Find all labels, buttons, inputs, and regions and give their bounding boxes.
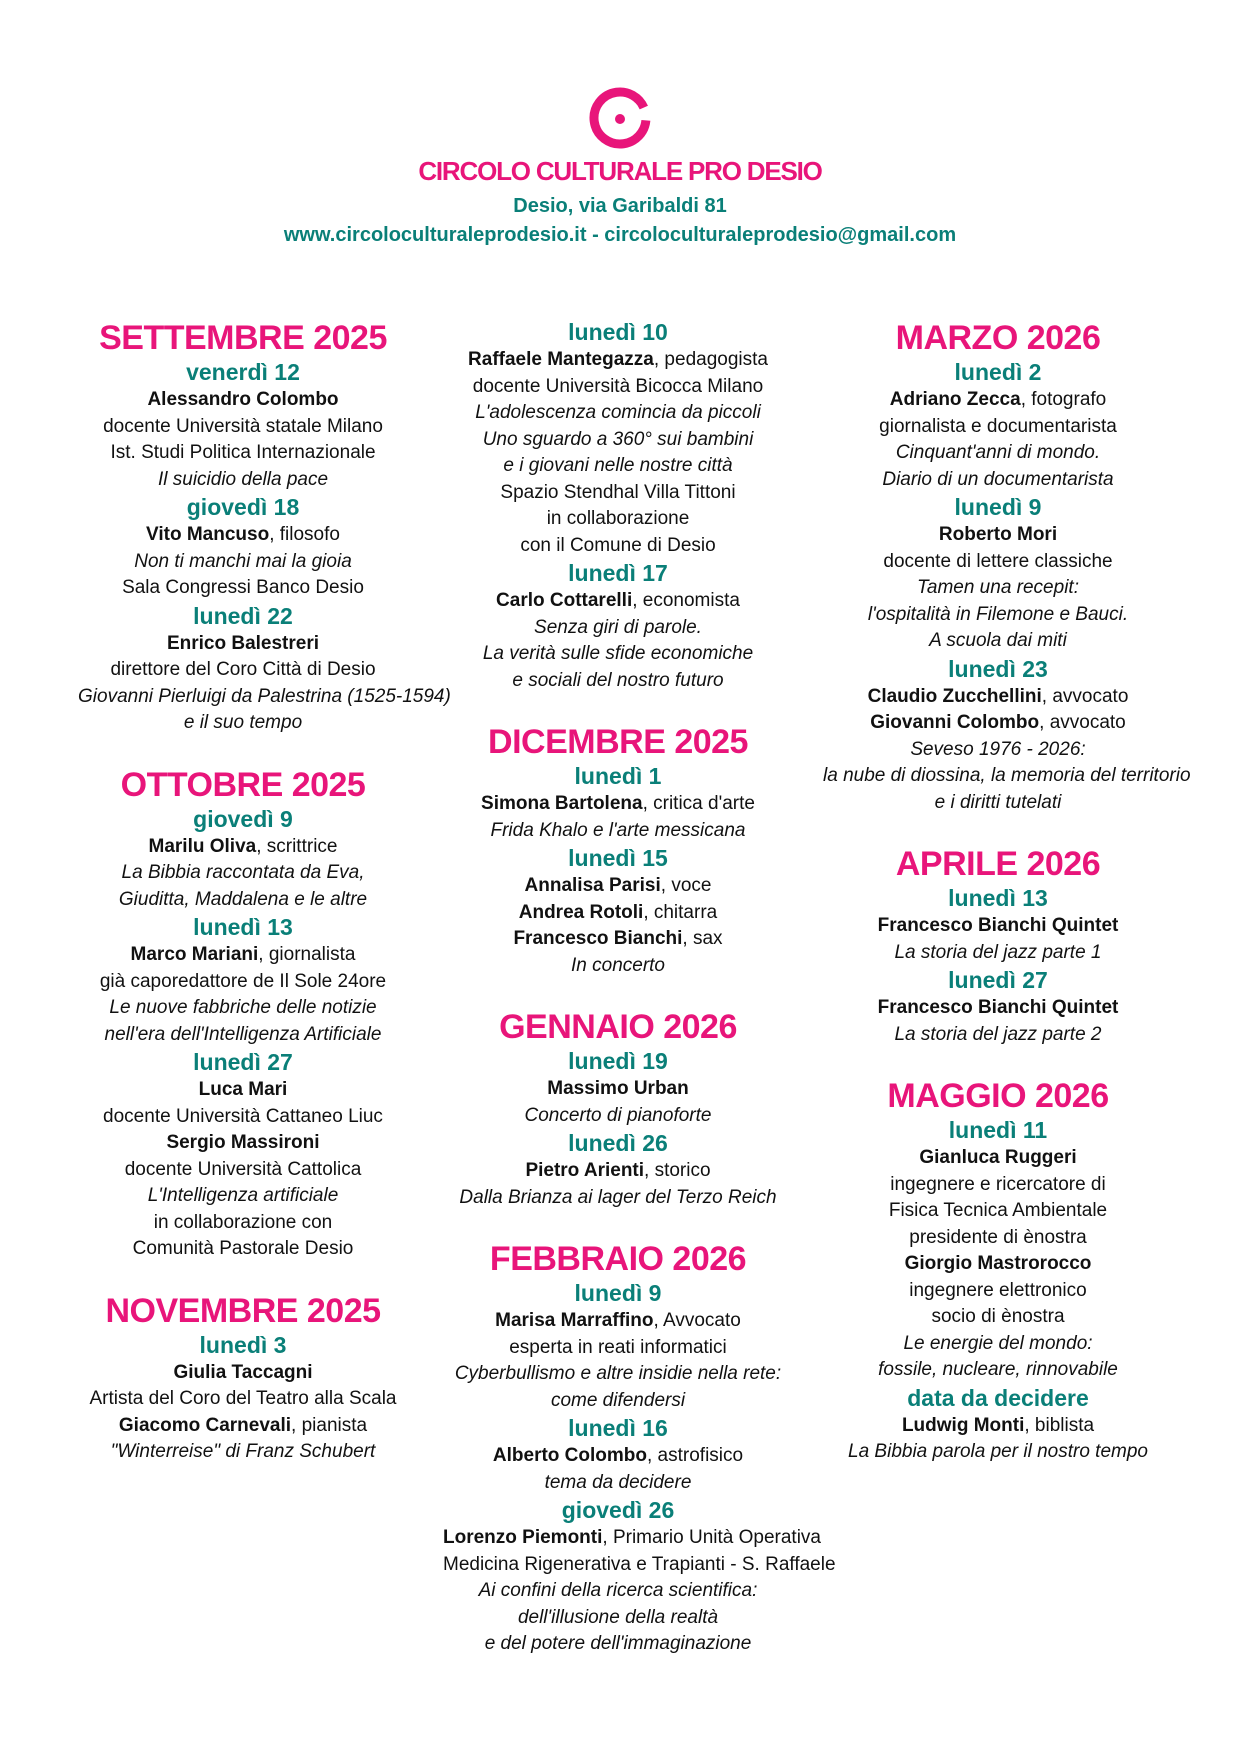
event-detail	[78, 657, 408, 684]
speaker-info: l'ospitalità in Filemone e Bauci.	[867, 603, 1129, 625]
event-title	[823, 940, 1173, 967]
event-detail	[78, 387, 408, 414]
event-detail	[78, 1413, 408, 1440]
event-entry	[823, 1384, 1173, 1466]
month-heading: OTTOBRE 2025	[120, 765, 366, 804]
event-entry	[823, 884, 1173, 966]
speaker-info: docente Università Cattaneo Liuc	[103, 1105, 383, 1127]
speaker-info: Senza giri di parole.	[534, 616, 702, 638]
event-detail	[443, 347, 793, 374]
speaker-name: Marco Mariani	[130, 944, 259, 965]
event-detail	[78, 1130, 408, 1157]
event-title	[823, 1331, 1173, 1358]
event-date: giovedì 9	[193, 805, 293, 832]
event-date: lunedì 1	[574, 763, 662, 789]
speaker-info: fossile, nucleare, rinnovabile	[878, 1359, 1118, 1380]
speaker-info: Cinquant'anni di mondo.	[895, 442, 1101, 463]
event-title	[78, 995, 408, 1022]
speaker-info: Sala Congressi Banco Desio	[122, 577, 364, 598]
event-entry	[823, 358, 1173, 493]
event-date: lunedì 2	[954, 359, 1042, 385]
event-entry	[443, 1279, 793, 1414]
event-title	[823, 737, 1173, 764]
event-title	[78, 1183, 408, 1210]
speaker-info: , economista	[632, 590, 740, 611]
speaker-info: La Bibbia raccontata da Eva,	[121, 862, 365, 883]
speaker-info: Il suicidio della pace	[157, 468, 329, 490]
event-detail	[823, 1278, 1173, 1305]
event-entry	[443, 844, 793, 979]
event-detail	[443, 900, 793, 927]
speaker-name: Andrea Rotoli	[518, 901, 644, 923]
event-title	[78, 887, 408, 914]
event-title	[443, 953, 793, 980]
event-date: lunedì 27	[948, 967, 1048, 993]
event-detail	[78, 414, 408, 441]
event-date: giovedì 26	[561, 1497, 675, 1523]
event-date: data da decidere	[907, 1384, 1089, 1411]
event-title	[823, 467, 1173, 494]
speaker-name: Raffaele Mantegazza	[468, 349, 654, 370]
event-title	[823, 575, 1173, 602]
speaker-info: , pianista	[291, 1414, 368, 1436]
event-title	[823, 440, 1173, 467]
speaker-info: Spazio Stendhal Villa Tittoni	[500, 481, 736, 503]
event-detail	[443, 1443, 793, 1470]
speaker-info: Giuditta, Maddalena e le altre	[118, 888, 368, 910]
speaker-name: Gianluca Ruggeri	[919, 1147, 1077, 1168]
speaker-info: in collaborazione con	[153, 1211, 333, 1233]
event-title	[443, 1605, 793, 1632]
event-date: lunedì 9	[954, 494, 1042, 520]
speaker-info: nell'era dell'Intelligenza Artificiale	[104, 1023, 382, 1045]
speaker-name: Giovanni Colombo	[870, 712, 1040, 733]
event-detail	[443, 791, 793, 818]
event-title	[823, 1357, 1173, 1384]
speaker-info: docente Università Cattolica	[124, 1158, 362, 1180]
event-detail	[823, 1304, 1173, 1331]
event-title	[443, 400, 793, 427]
event-title	[443, 1470, 793, 1497]
speaker-info: La storia del jazz parte 1	[894, 941, 1102, 963]
event-title	[443, 641, 793, 668]
speaker-info: Ist. Studi Politica Internazionale	[110, 442, 376, 463]
event-detail	[78, 942, 408, 969]
speaker-name: Lorenzo Piemonti	[443, 1527, 603, 1548]
program-column-3	[823, 318, 1191, 1466]
speaker-info: Cyberbullismo e altre insidie nella rete:	[454, 1363, 782, 1384]
event-title	[443, 427, 793, 454]
speaker-info: L'Intelligenza artificiale	[147, 1185, 339, 1206]
speaker-info: A scuola dai miti	[929, 630, 1067, 651]
event-date: lunedì 9	[574, 1280, 662, 1306]
event-detail	[78, 1210, 408, 1237]
speaker-info: Medicina Rigenerativa e Trapianti - S. Raffaele	[443, 1553, 836, 1575]
speaker-name: Giorgio Mastrorocco	[904, 1253, 1092, 1274]
speaker-info: Le nuove fabbriche delle notizie	[109, 997, 377, 1018]
speaker-name: Vito Mancuso	[146, 524, 270, 545]
speaker-info: ingegnere elettronico	[909, 1279, 1087, 1301]
event-entry	[443, 762, 793, 844]
program-column-1	[78, 318, 451, 1466]
event-entry	[443, 559, 793, 694]
event-detail	[443, 1076, 793, 1103]
speaker-info: la nube di diossina, la memoria del territorio	[823, 765, 1191, 786]
event-detail	[823, 522, 1173, 549]
event-title	[823, 1439, 1173, 1466]
event-date: lunedì 13	[948, 885, 1048, 911]
speaker-info: , Primario Unità Operativa	[602, 1527, 821, 1548]
speaker-name: Giulia Taccagni	[173, 1361, 313, 1383]
event-entry	[78, 1331, 408, 1466]
event-title	[443, 1185, 793, 1212]
speaker-name: Enrico Balestreri	[166, 632, 320, 654]
event-detail	[823, 1172, 1173, 1199]
event-detail	[823, 549, 1173, 576]
speaker-info: in collaborazione	[546, 508, 690, 529]
event-title	[78, 684, 451, 711]
event-entry	[443, 1047, 793, 1129]
event-detail	[443, 1158, 793, 1185]
event-detail	[443, 506, 793, 533]
event-entry	[823, 655, 1191, 817]
event-detail	[78, 575, 408, 602]
program-column-2	[443, 318, 836, 1658]
event-detail	[823, 995, 1173, 1022]
event-date: lunedì 15	[568, 845, 668, 871]
month-heading: MAGGIO 2026	[887, 1077, 1109, 1115]
speaker-info: docente di lettere classiche	[883, 550, 1113, 572]
event-date: venerdì 12	[186, 359, 300, 385]
speaker-name: Roberto Mori	[938, 524, 1058, 545]
circle-logo-icon	[588, 86, 652, 150]
event-detail	[443, 588, 793, 615]
event-date: lunedì 27	[193, 1049, 293, 1075]
event-entry	[78, 493, 408, 602]
speaker-name: Ludwig Monti	[901, 1414, 1025, 1436]
speaker-name: Francesco Bianchi Quintet	[877, 997, 1119, 1018]
event-title	[823, 628, 1173, 655]
speaker-info: Dalla Brianza ai lager del Terzo Reich	[459, 1186, 777, 1208]
page-header	[0, 0, 1240, 270]
speaker-info: tema da decidere	[544, 1471, 692, 1493]
speaker-info: presidente di ènostra	[909, 1226, 1087, 1248]
month-heading: APRILE 2026	[895, 845, 1101, 883]
event-date: lunedì 11	[948, 1117, 1048, 1143]
event-entry	[443, 1129, 793, 1211]
speaker-name: Carlo Cottarelli	[496, 590, 633, 611]
speaker-info: , astrofisico	[647, 1445, 744, 1466]
organization-name: CIRCOLO CULTURALE PRO DESIO	[418, 156, 822, 186]
month-heading: FEBBRAIO 2026	[489, 1240, 747, 1278]
event-detail	[78, 834, 408, 861]
event-entry	[78, 358, 408, 493]
speaker-info: , biblista	[1024, 1414, 1095, 1436]
speaker-name: Alessandro Colombo	[147, 389, 339, 410]
speaker-info: In concerto	[571, 954, 665, 976]
event-title	[443, 1631, 793, 1658]
event-detail	[78, 1360, 408, 1387]
speaker-info: , avvocato	[1039, 712, 1126, 733]
month-heading: MARZO 2026	[895, 319, 1101, 357]
speaker-info: , filosofo	[269, 524, 340, 545]
event-title	[78, 1022, 408, 1049]
speaker-info: , storico	[644, 1160, 711, 1181]
event-detail	[443, 873, 793, 900]
event-title	[443, 1578, 793, 1605]
event-detail	[443, 1525, 821, 1552]
speaker-info: docente Università Bicocca Milano	[472, 375, 764, 397]
month-heading: SETTEMBRE 2025	[99, 319, 387, 357]
speaker-name: Adriano Zecca	[889, 389, 1021, 410]
speaker-name: Alberto Colombo	[492, 1445, 647, 1466]
speaker-info: , Avvocato	[653, 1310, 741, 1331]
speaker-info: Frida Khalo e l'arte messicana	[490, 819, 746, 841]
speaker-name: Giacomo Carnevali	[118, 1414, 292, 1436]
event-title	[443, 1103, 793, 1130]
event-entry	[78, 805, 408, 914]
speaker-info: , scrittrice	[256, 835, 338, 857]
month-heading: GENNAIO 2026	[499, 1008, 737, 1046]
event-title	[443, 1361, 793, 1388]
event-detail	[443, 1552, 836, 1579]
event-date: lunedì 26	[568, 1130, 668, 1156]
speaker-info: e del potere dell'immaginazione	[484, 1633, 752, 1654]
event-detail	[78, 1386, 408, 1413]
event-detail	[443, 926, 793, 953]
speaker-info: Fisica Tecnica Ambientale	[888, 1200, 1108, 1221]
event-title	[78, 710, 408, 737]
speaker-info: e i diritti tutelati	[934, 791, 1062, 813]
speaker-info: dell'illusione della realtà	[517, 1606, 719, 1628]
event-entry	[443, 1414, 793, 1496]
event-title	[823, 790, 1173, 817]
event-title	[78, 467, 408, 494]
speaker-info: ingegnere e ricercatore di	[890, 1173, 1106, 1195]
event-entry	[823, 493, 1173, 655]
event-detail	[823, 1198, 1173, 1225]
speaker-info: , giornalista	[258, 944, 356, 965]
event-detail	[78, 1157, 408, 1184]
event-detail	[823, 684, 1173, 711]
speaker-info: , pedagogista	[653, 349, 768, 370]
speaker-info: Ai confini della ricerca scientifica:	[478, 1580, 758, 1601]
speaker-info: e sociali del nostro futuro	[512, 669, 724, 691]
event-title	[443, 453, 793, 480]
speaker-info: direttore del Coro Città di Desio	[110, 659, 376, 680]
speaker-info: e i giovani nelle nostre città	[503, 455, 733, 476]
event-entry	[78, 1048, 408, 1263]
event-detail	[78, 631, 408, 658]
event-date: lunedì 10	[568, 319, 668, 345]
month-heading: DICEMBRE 2025	[488, 723, 748, 761]
speaker-name: Massimo Urban	[547, 1078, 689, 1099]
event-detail	[823, 710, 1173, 737]
event-title	[823, 602, 1173, 629]
speaker-info: L'adolescenza comincia da piccoli	[475, 402, 761, 423]
speaker-info: giornalista e documentarista	[879, 415, 1117, 437]
event-detail	[443, 1308, 793, 1335]
event-date: lunedì 23	[948, 655, 1048, 682]
event-detail	[78, 1236, 408, 1263]
event-date: lunedì 3	[199, 1331, 287, 1358]
event-title	[823, 1022, 1173, 1049]
speaker-info: , voce	[660, 875, 712, 896]
speaker-info: , chitarra	[643, 901, 718, 923]
event-title	[443, 668, 793, 695]
speaker-info: Diario di un documentarista	[882, 468, 1114, 490]
event-detail	[78, 440, 408, 467]
speaker-info: La storia del jazz parte 2	[894, 1023, 1102, 1045]
event-detail	[78, 1104, 408, 1131]
address: Desio, via Garibaldi 81	[513, 195, 727, 217]
event-detail	[443, 1335, 793, 1362]
speaker-info: Uno sguardo a 360° sui bambini	[482, 428, 754, 450]
event-date: lunedì 17	[568, 560, 668, 586]
event-date: giovedì 18	[186, 494, 300, 520]
speaker-info: "Winterreise" di Franz Schubert	[110, 1441, 376, 1462]
event-entry	[78, 913, 408, 1048]
speaker-info: , sax	[682, 928, 723, 949]
speaker-info: Tamen una recepit:	[917, 577, 1079, 598]
speaker-info: , critica d'arte	[642, 793, 755, 814]
event-detail	[443, 533, 793, 560]
speaker-info: Artista del Coro del Teatro alla Scala	[89, 1388, 397, 1409]
event-detail	[823, 913, 1173, 940]
speaker-info: La verità sulle sfide economiche	[482, 643, 754, 664]
speaker-name: Francesco Bianchi	[513, 928, 683, 949]
month-heading: NOVEMBRE 2025	[105, 1291, 381, 1330]
event-entry	[443, 318, 793, 559]
event-date: lunedì 22	[193, 602, 293, 629]
event-title	[78, 1439, 408, 1466]
event-title	[78, 860, 408, 887]
event-detail	[78, 969, 408, 996]
event-detail	[78, 1077, 408, 1104]
event-detail	[443, 374, 793, 401]
speaker-name: Sergio Massironi	[166, 1132, 320, 1153]
speaker-info: La Bibbia parola per il nostro tempo	[848, 1441, 1148, 1462]
speaker-info: già caporedattore de Il Sole 24ore	[99, 970, 387, 992]
speaker-name: Pietro Arienti	[525, 1160, 645, 1181]
event-title	[443, 818, 793, 845]
speaker-info: Comunità Pastorale Desio	[132, 1238, 354, 1259]
speaker-name: Claudio Zucchellini	[867, 685, 1042, 707]
speaker-name: Marilu Oliva	[148, 835, 257, 857]
speaker-name: Luca Mari	[198, 1079, 288, 1100]
event-date: lunedì 16	[568, 1415, 668, 1441]
event-date: lunedì 19	[568, 1048, 668, 1074]
event-entry	[823, 1116, 1173, 1384]
speaker-name: Simona Bartolena	[481, 793, 643, 814]
speaker-info: docente Università statale Milano	[103, 415, 383, 437]
speaker-info: con il Comune di Desio	[520, 534, 716, 556]
speaker-name: Francesco Bianchi Quintet	[877, 915, 1119, 936]
event-detail	[823, 1145, 1173, 1172]
event-entry	[823, 966, 1173, 1048]
contacts-line: www.circoloculturaleprodesio.it - circoloculturaleprodesio@gmail.com	[283, 224, 957, 246]
speaker-info: Concerto di pianoforte	[524, 1104, 712, 1126]
speaker-info: Seveso 1976 - 2026:	[910, 738, 1086, 760]
event-entry	[78, 602, 451, 737]
speaker-info: e il suo tempo	[183, 712, 303, 733]
event-detail	[443, 480, 793, 507]
speaker-info: socio di ènostra	[931, 1306, 1065, 1327]
event-detail	[823, 387, 1173, 414]
event-title	[823, 763, 1191, 790]
speaker-name: Annalisa Parisi	[524, 875, 661, 896]
speaker-info: Le energie del mondo:	[903, 1332, 1093, 1354]
event-detail	[823, 1225, 1173, 1252]
speaker-info: Non ti manchi mai la gioia	[134, 550, 352, 572]
speaker-info: , avvocato	[1041, 685, 1129, 707]
event-date: lunedì 13	[193, 914, 293, 940]
event-detail	[823, 414, 1173, 441]
event-title	[443, 1388, 793, 1415]
speaker-info: , fotografo	[1020, 389, 1107, 410]
event-title	[443, 615, 793, 642]
speaker-info: Giovanni Pierluigi da Palestrina (1525-1594)	[78, 685, 451, 707]
event-entry	[443, 1496, 836, 1658]
event-title	[78, 549, 408, 576]
speaker-info: come difendersi	[550, 1389, 686, 1411]
event-detail	[823, 1251, 1173, 1278]
speaker-name: Marisa Marraffino	[495, 1310, 654, 1331]
speaker-info: esperta in reati informatici	[509, 1336, 727, 1358]
event-detail	[823, 1413, 1173, 1440]
event-detail	[78, 522, 408, 549]
